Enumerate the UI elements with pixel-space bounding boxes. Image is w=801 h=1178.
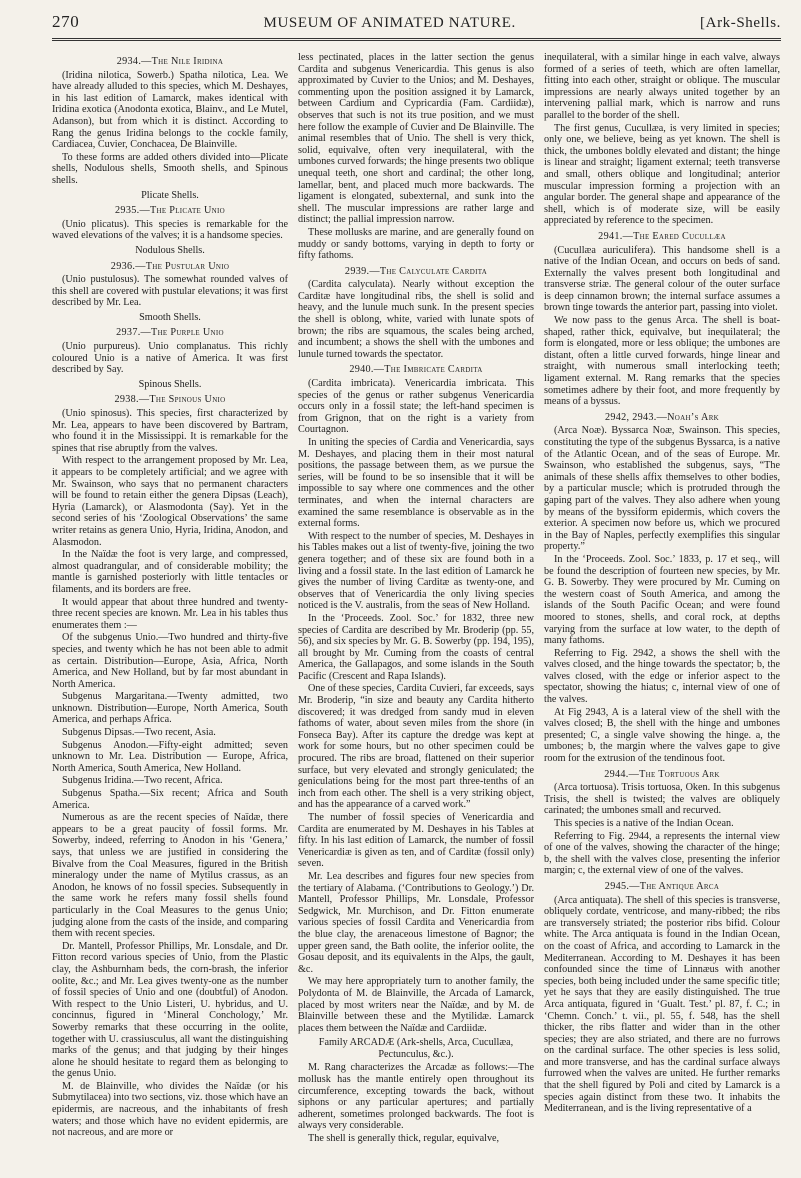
section-heading: 2945.—The Antique Arca [604,880,720,892]
paragraph: In the ‘Proceeds. Zool. Soc.’ 1833, p. 17 et seq., will be found the description of fourteen new species, by Mr. G. B. Sowerby. They were procured by Mr. Cuming on the western coast of South America, and among the islands of the South Pacific Ocean; and were found moored to stones, shells, and coral rock, at depths varying from the surface at low water, to the depth of many fathoms. [544,553,780,647]
paragraph: We may here appropriately turn to another family, the Polydonta of M. de Blainville, the Arcada of Lamarck, placed by most writers near the Naïdæ, and by M. de Blainville between these and the Mytilidæ. Lamarck places them between the Naïdæ and Cardiidæ. [298,976,534,1034]
section-title: [Ark-Shells. [700,15,781,31]
paragraph: At Fig 2943, A is a lateral view of the shell with the valves closed; B, the shell with the hinge and umbones presented; C, a single valve showing the hinge. a, the umbones; b, the margin where the valves gape to give room for the extrusion of the tendinous foot. [544,706,780,765]
section-heading: 2940.—The Imbricate Cardita [349,364,483,376]
paragraph: In uniting the species of Cardia and Venericardia, says M. Deshayes, and placing them in their most natural positions, the passage between them, as we pursue the series, will be found to be so insensible that it will be impossible to say where one commences and the other terminates, and when the internal characters are examined the same resemblance is observable as in the external forms. [298,437,534,530]
section-heading: 2941.—The Eared Cucullæa [598,230,726,242]
section-heading: 2944.—The Tortuous Ark [604,768,720,780]
paragraph: (Iridina nilotica, Sowerb.) Spatha nilotica, Lea. We have already alluded to this species, which M. Deshayes, in his last edition of Lamarck, makes identical with Iridina exotica (Anodonta exotica, Blainv., and Le Mutel, Adanson), but from which it is distinct. According to Rang the genus Iridina belongs to the cockle family, Cardiacea, Cuvier, Conchacea, De Blainville. [52,69,288,151]
paragraph: The first genus, Cucullæa, is very limited in species; only one, we believe, being as yet known. The shell is thick, the umbones boldly elevated and distant; the hinge is linear and straight; ligament external; teeth transverse and small, others oblique and longitudinal; anterior muscular impression forming a projection with an angular border. The general shape and appearance of the shell, which is of moderate size, will be easily appreciated by reference to the specimen. [544,122,780,227]
subheading: Plicate Shells. [141,189,199,201]
paragraph: (Unio purpureus). Unio complanatus. This richly coloured Unio is a native of America. It was first described by Say. [52,341,288,376]
continued-paragraph: inequilateral, with a similar hinge in each valve, always formed of a series of teeth, which are often lamellar, fitting into each other, straight or oblique. The muscular impressions are nearly always united together by an intervening pallial mark, which is narrow and runs parallel to the border of the shell. [544,52,780,121]
continued-paragraph: less pectinated, places in the latter section the genus Cardita and subgenus Venericardia. This genus is also approximated by Cuvier to the Unios; and M. Deshayes, commenting upon the position assigned it by Lamarck, between Cardium and Cypricardia (Fam. Cardiidæ), observes that such is not its true position, and we must here follow the example of Cuvier and De Blainville. The animal resembles that of Unio. The shell is very thick, solid, equivalve, often very inequilateral, with the umbones curved forwards; the hinge presents two oblique unequal teeth, one short and cardinal; the other long, lamellar, bent, and placed much more backwards. The ligament is elongated, subexternal, and sunk into the shell. The muscular impressions are rather large and distinct; the pallial impression narrow. [298,52,534,226]
paragraph: This species is a native of the Indian Ocean. [554,818,734,829]
column-2 [298,52,534,1168]
paragraph: One of these species, Cardita Cuvieri, far exceeds, says Mr. Broderip, “in size and beauty any Cardita hitherto discovered; it was dredged from sandy mud in eleven fathoms of water, about seven miles from the shore (in Fonseca Bay). After its capture the dredge was kept at work for some hours, but no other specimen could be procured. The ribs are broad, flattened on their superior surface, but very elevated and strongly geniculated; the geniculations being for the most part three-tenths of an inch from each other. The shell is a very striking object, and has the appearance of a carved work.” [298,683,534,811]
section-heading: 2942, 2943.—Noah’s Ark [604,411,720,423]
text-columns [52,52,781,1168]
paragraph: We now pass to the genus Arca. The shell is boat-shaped, rather thick, equivalve, but inequilateral; the form is elongated, more or less oblique; the umbones are distant, often a little curved forwards, hinge linear and straight, with numerous small interlocking teeth; ligament external. M. Rang remarks that the species sometimes adhere by their foot, and more frequently by means of a byssus. [544,315,780,408]
section-heading: 2935.—The Plicate Unio [115,205,225,217]
section-heading: 2936.—The Pustular Unio [110,260,230,272]
section-heading: 2938.—The Spinous Unio [114,394,226,406]
paragraph: Numerous as are the recent species of Naïdæ, there appears to be a great paucity of fossil forms. Mr. Sowerby, indeed, referring to Anodon in his ‘Genera,’ says, that unless we are justified in considering the Bivalve from the Coal Measures, figured in the British mineralogy under the name of Mytilus crassus, as an Anodon, he knows of no fossil species. Subsequently in the same work he refers many fossil shells found particularly in the Coal Measures to the genus Unio; judging alone from the casts of the inside, and comparing them with recent species. [52,812,288,940]
paragraph: Of the subgenus Unio.—Two hundred and thirty-five species, and twenty which he has not been able to admit as certain. Distribution—Europe, Asia, Africa, North America, and New Holland, but by far most abundant in North America. [52,632,288,690]
paragraph: M. Rang characterizes the Arcadæ as follows:—The mollusk has the mantle entirely open throughout its circumference, excepting towards the back, without siphons or any particular apertures; and partially adherent, sometimes prolonged backwards. The foot is always very considerable. [298,1062,534,1132]
section-heading: 2939.—The Calyculate Cardita [344,265,488,277]
paragraph: Subgenus Anodon.—Fifty-eight admitted; seven unknown to Mr. Lea. Distribution — Europe, Africa, North America, South America, New Holland. [52,739,288,774]
paragraph: Subgenus Dipsas.—Two recent, Asia. [62,727,216,739]
paragraph: The number of fossil species of Venericardia and Cardita are enumerated by M. Deshayes in his Tables at fifty. In his last edition of Lamarck, the number of fossil Venericardiæ is given as ten, and of Carditæ (fossil only) seven. [298,812,534,870]
paragraph: (Arca tortuosa). Trisis tortuosa, Oken. In this subgenus Trisis, the shell is twisted; the valves are obliquely carinated; the umbones small and recurved. [544,782,780,817]
paragraph: (Unio pustulosus). The somewhat rounded valves of this shell are covered with pustular elevations; it was first described by Mr. Lea. [52,274,288,309]
paragraph: Referring to Fig. 2942, a shows the shell with the valves closed, and the hinge towards the spectator; b, the valves closed, with the edge or inferior aspect to the spectator, showing the hiatus; c, internal view of one of the valves. [544,647,780,706]
column-1 [52,52,288,1168]
paragraph: With respect to the arrangement proposed by Mr. Lea, it appears to be completely artificial; and we agree with Mr. Swainson, who says that no permanent characters will be found to retain either the genera Dipsas (Leach), Hyria (Lamarck), or Alasmodonta (Say). Yet in the second series of his ‘Zoological Observations’ the same writer retains as genera Unio, Hyria, Iridina, Anodon, and Alasmodon. [52,455,288,548]
paragraph: Subgenus Iridina.—Two recent, Africa. [62,775,223,787]
book-title: MUSEUM OF ANIMATED NATURE. [263,15,516,31]
paragraph: Referring to Fig. 2944, a represents the internal view of one of the valves, showing the character of the hinge; b, the shell with the valves close, presenting the inferior margin; c, the external view of one of the valves. [544,830,780,877]
paragraph: (Cardita calyculata). Nearly without exception the Carditæ have longitudinal ribs, the shell is solid and heavy, and the lunule much sunk. In the present species the shell is oblong, white, varied with lunate spots of brown; the ribs are squamous, the scales being arched, and incumbent; a shows the shell with the umbones and lunule turned towards the spectator. [298,279,534,360]
subheading: Spinous Shells. [138,378,202,390]
paragraph: These mollusks are marine, and are generally found on muddy or sandy bottoms, varying in depth to forty or fifty fathoms. [298,226,534,262]
paragraph: Mr. Lea describes and figures four new species from the tertiary of Alabama. (‘Contributions to Geology.’) Dr. Mantell, Professor Phillips, Mr. Lonsdale, Professor Sedgwick, Mr. Murchison, and Dr. Fitton enumerate various species of fossil Cardita and Venericardia from the blue clay, the arenaceous limestone of Bagnor; the upper green sand, the Bath oolite, the inferior oolite, the Gosau deposit, and its equivalents in the Alps, the gault, &c. [298,870,534,975]
paragraph: (Unio spinosus). This species, first characterized by Mr. Lea, appears to have been discovered by Bartram, who found it in the Mississippi. It is remarkable for the spines that rise abruptly from the valves. [52,408,288,454]
paragraph: (Unio plicatus). This species is remarkable for the waved elevations of the valves; it is a handsome species. [52,218,288,242]
paragraph: With respect to the number of species, M. Deshayes in his Tables makes out a list of twenty-five, joining the two genera together; and of these six are found both in a living and a fossil state. In the last edition of Lamarck he gives the number of living Carditæ as twenty-one, and observes that of Venericardia the only living species noticed is the V. australis, from the seas of New Holland. [298,530,534,612]
paragraph: (Cucullæa auriculifera). This handsome shell is a native of the Indian Ocean, and occurs on beds of sand. Externally the valves present both longitudinal and transverse striæ. The general colour of the outer surface is deep cinnamon brown; the internal surface assumes a brown tinge towards the anterior part, passing into violet. [544,244,780,314]
section-heading: 2934.—The Nile Iridina [116,56,224,67]
paragraph: In the ‘Proceeds. Zool. Soc.’ for 1832, three new species of Cardita are described by Mr. Broderip (pp. 55, 56), and six species by Mr. G. B. Sowerby (pp. 194, 195), all brought by Mr. Cuming from the coasts of central America, the Gallapagos, and some islands in the South Pacific (Crescent and Rapa Islands). [298,612,534,682]
section-heading: 2937.—The Purple Unio [116,327,224,339]
paragraph: (Arca antiquata). The shell of this species is transverse, obliquely cordate, ventricose, and many-ribbed; the ribs are transversely striated; the posterior ribs bifid. Colour white. The Arca antiquata is found in the Indian Ocean, on the coast of Africa, and according to Lamarck in the Mediterranean. According to M. Deshayes it has been confounded since the time of Linnæus with another species, both being included under the same specific title; yet he says that they are easily distinguished. The true Arca antiquata, figured in ‘Gualt. Test.’ pl. 87, f. C.; in ‘Chemn. Conch.’ t. vii., pl. 55, f. 548, has the shell thicker, the ribs flatter and wider than in the other species; they are also striated, and there are no furrows on the cardinal surface. The other species is less solid, and more transverse, and has the cardinal surface always furrowed when the valves are united. He further remarks that the shell figured by Poli and cited by Lamarck is a species again distinct from these two. It inhabits the Mediterranean, and is the living representative of a [544,894,780,1115]
subheading: Family ARCADÆ (Ark-shells, Arca, Cucullæa, Pectunculus, &c.). [318,1037,514,1060]
subheading: Nodulous Shells. [135,244,205,256]
paragraph: Dr. Mantell, Professor Phillips, Mr. Lonsdale, and Dr. Fitton record various species of Unio, from the Plastic clay, the Ashburnham beds, the corn-brash, the inferior oolite, &c.; and Mr. Lea gives twenty-one as the number of fossil species of Unio and one (doubtful) of Anodon. With respect to the Unio Listeri, U. hybridus, and U. concinnus, figured in ‘Mineral Conchology,’ Mr. Sowerby remarks that these occurring in the oolite, together with U. crassiusculus, all want the distinguishing marks of the genus; and that judging by their hinges alone he should hesitate to regard them as belonging to the genus Unio. [52,940,288,1080]
column-3 [544,52,780,1168]
paragraph: In the Naïdæ the foot is very large, and compressed, almost quadrangular, and of considerable mobility; the mantle is garnished posteriorly with little tentacles or filaments, and its borders are free. [52,549,288,595]
paragraph: Subgenus Margaritana.—Twenty admitted, two unknown. Distribution—Europe, North America, South America, and perhaps Africa. [52,691,288,726]
paragraph: Subgenus Spatha.—Six recent; Africa and South America. [52,788,288,811]
paragraph: The shell is generally thick, regular, equivalve, [308,1133,500,1145]
subheading: Smooth Shells. [139,311,201,323]
page-number: 270 [52,12,80,31]
paragraph: To these forms are added others divided into—Plicate shells, Nodulous shells, Smooth shells, and Spinous shells. [52,151,288,186]
paragraph: M. de Blainville, who divides the Naïdæ (or his Submytilacea) into two sections, viz. those which have an epidermis, are nacreous, and the inhabitants of fresh waters; and those which have no evident epidermis, are not nacreous, and are more or [52,1080,288,1139]
paragraph: (Arca Noæ). Byssarca Noæ, Swainson. This species, constituting the type of the subgenus Byssarca, is a native of the Atlantic Ocean, and of the seas of Europe. Mr. Swainson, who established the subgenus, says, “The animals of these shells affix themselves to other bodies, by a particular muscle; which is protruded through the gaping part of the valves. They also adhere when young by means of the byssiform epidermis, which covers the exterior. A specimen now before us, which we procured in the Bay of Naples, perfectly exemplifies this singular property.” [544,425,780,553]
running-header [52,12,781,41]
paragraph: It would appear that about three hundred and twenty-three recent species are known. Mr. Lea in his tables thus enumerates them :— [52,596,288,631]
paragraph: (Cardita imbricata). Venericardia imbricata. This species of the genus or rather subgenus Venericardia occurs only in a fossil state; the left-hand specimen is from Grignon, that on the right is a variety from Courtagnon. [298,378,534,436]
